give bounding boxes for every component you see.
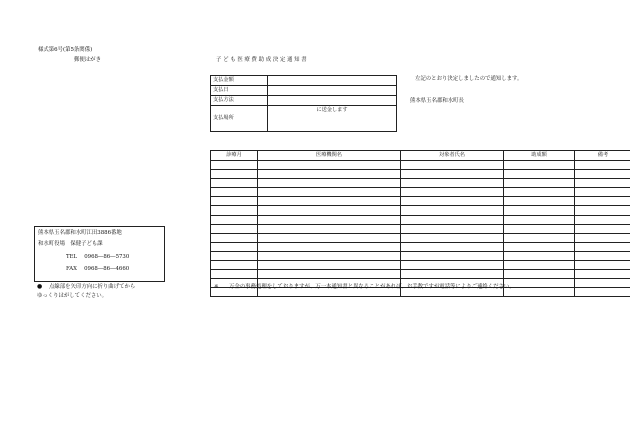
issuer-name: 熊本県玉名郡和水町長 (410, 98, 464, 104)
sender-office: 和水町役場 保健子ども課 (38, 241, 103, 247)
table-cell (211, 161, 258, 170)
table-cell (211, 179, 258, 188)
table-cell (504, 270, 575, 279)
table-row (211, 206, 630, 215)
bullet-icon: ● (37, 283, 43, 290)
table-cell (504, 261, 575, 270)
table-cell (401, 242, 504, 251)
table-row (211, 261, 630, 270)
table-cell (401, 251, 504, 260)
detail-table (210, 150, 630, 297)
table-cell (401, 270, 504, 279)
form-number: 様式第6号(第5条関係) (38, 47, 93, 53)
table-cell (575, 251, 630, 260)
table-cell (258, 215, 401, 224)
table-cell (504, 215, 575, 224)
payment-method-label: 支払方法 (211, 96, 268, 106)
table-cell (258, 197, 401, 206)
payment-date-value (268, 86, 397, 96)
table-cell (258, 224, 401, 233)
table-cell (504, 161, 575, 170)
table-cell (211, 251, 258, 260)
table-cell (575, 233, 630, 242)
table-cell (504, 188, 575, 197)
table-row (211, 270, 630, 279)
table-cell (258, 206, 401, 215)
table-cell (504, 242, 575, 251)
sender-tel: TEL 0968―86―5730 (66, 254, 130, 260)
sender-address-box (34, 226, 165, 282)
table-cell (211, 197, 258, 206)
table-cell (258, 188, 401, 197)
table-cell (575, 170, 630, 179)
col-header-amount: 助成額 (504, 151, 575, 161)
table-cell (211, 233, 258, 242)
document-title: 子 ど も 医 療 費 助 成 決 定 通 知 書 (216, 57, 307, 63)
table-cell (258, 261, 401, 270)
table-cell (575, 288, 630, 297)
table-cell (504, 251, 575, 260)
table-row (211, 161, 630, 170)
payment-method-value (268, 96, 397, 106)
table-cell (211, 261, 258, 270)
table-cell (211, 242, 258, 251)
table-cell (401, 197, 504, 206)
payment-amount-value (268, 76, 397, 86)
table-cell (401, 206, 504, 215)
table-cell (401, 215, 504, 224)
col-header-month: 診療月 (211, 151, 258, 161)
sender-address: 熊本県玉名郡和水町江田3886番地 (38, 230, 122, 236)
table-cell (575, 197, 630, 206)
col-header-institution: 医療機関名 (258, 151, 401, 161)
col-header-patient: 対象者氏名 (401, 151, 504, 161)
table-cell (575, 224, 630, 233)
table-cell (401, 179, 504, 188)
table-cell (504, 179, 575, 188)
payment-place-value: に送金します (268, 106, 397, 132)
table-cell (258, 161, 401, 170)
payment-date-label: 支払日 (211, 86, 268, 96)
table-row (211, 224, 630, 233)
table-cell (211, 170, 258, 179)
table-cell (575, 279, 630, 288)
detail-table-header-row (211, 151, 630, 161)
payment-table (210, 75, 397, 132)
table-cell (211, 188, 258, 197)
table-cell (401, 161, 504, 170)
table-cell (575, 261, 630, 270)
table-cell (575, 206, 630, 215)
payment-place-label: 支払場所 (211, 106, 268, 132)
table-cell (575, 179, 630, 188)
table-cell (575, 161, 630, 170)
table-cell (401, 224, 504, 233)
table-cell (504, 224, 575, 233)
table-cell (504, 197, 575, 206)
table-cell (575, 270, 630, 279)
postcard-label: 郵便はがき (74, 57, 101, 63)
col-header-remarks: 備考 (575, 151, 630, 161)
table-row (211, 170, 630, 179)
table-row (211, 179, 630, 188)
table-row (211, 233, 630, 242)
table-cell (401, 170, 504, 179)
table-cell (211, 270, 258, 279)
table-cell (575, 188, 630, 197)
decision-text: 左記のとおり決定しましたので通知します。 (415, 76, 523, 82)
payment-amount-label: 支払金額 (211, 76, 268, 86)
table-cell (258, 242, 401, 251)
table-cell (401, 188, 504, 197)
note-mark: ※ (214, 284, 219, 290)
table-row (211, 242, 630, 251)
table-cell (504, 206, 575, 215)
table-row (211, 197, 630, 206)
table-cell (575, 215, 630, 224)
table-row (211, 188, 630, 197)
table-row (211, 251, 630, 260)
table-cell (258, 179, 401, 188)
detail-table-body (211, 161, 630, 297)
note-text: 万全の事務処理をしておりますが、万一本通知書と異なることがあれば、お手数ですが電話等によりご連絡ください。 (229, 284, 515, 290)
table-cell (401, 261, 504, 270)
table-cell (258, 170, 401, 179)
table-cell (401, 233, 504, 242)
table-cell (504, 170, 575, 179)
table-cell (258, 251, 401, 260)
table-cell (258, 233, 401, 242)
table-cell (211, 206, 258, 215)
table-cell (258, 270, 401, 279)
table-cell (575, 242, 630, 251)
sender-fax: FAX 0968―86―4660 (66, 266, 130, 272)
fold-instruction-line1: 点線部を矢印方向に折り曲げてから (49, 284, 136, 290)
table-cell (504, 233, 575, 242)
table-cell (211, 215, 258, 224)
fold-instruction-line2: ゆっくりはがしてください。 (37, 293, 108, 299)
table-row (211, 215, 630, 224)
table-cell (211, 224, 258, 233)
